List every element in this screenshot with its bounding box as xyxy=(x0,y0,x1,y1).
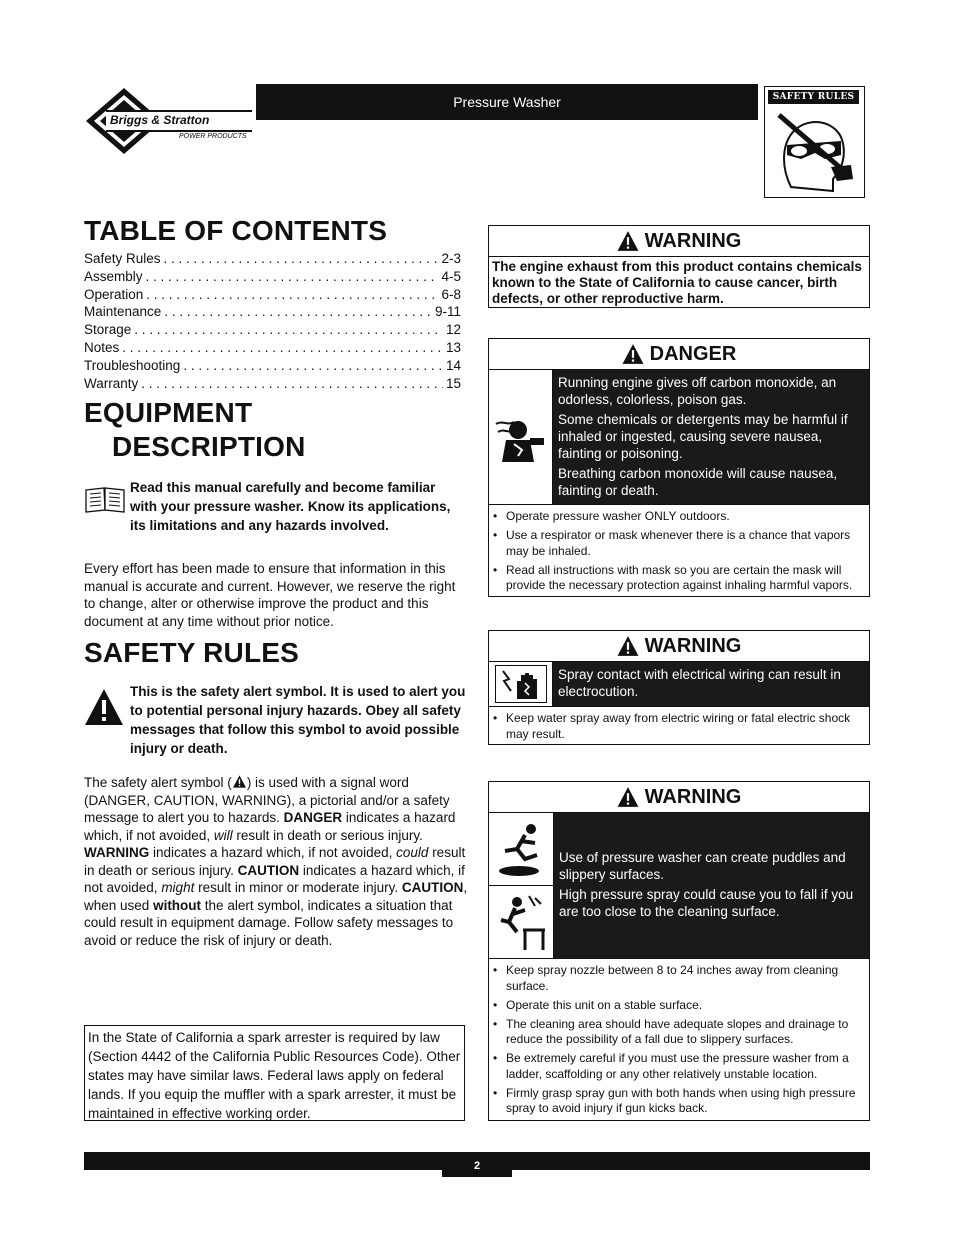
brand-name: Briggs & Stratton xyxy=(110,113,210,127)
warning-messages xyxy=(554,813,869,958)
warning-message: Use of pressure washer can create puddles and slippery surfaces. xyxy=(559,849,846,882)
list-item: • Read all instructions with mask so you are certain the mask will provide the necessary protection against inhaling harmful vapors. xyxy=(506,563,865,594)
brand-logo xyxy=(84,86,254,156)
danger-box-carbon-monoxide xyxy=(488,338,870,597)
list-item: • Be extremely careful if you must use the pressure washer from a ladder, scaffolding or any other relatively unstable location. xyxy=(506,1051,865,1082)
list-item: • Firmly grasp spray gun with both hands when using high pressure spray to avoid injury if gun kicks back. xyxy=(506,1086,865,1117)
list-item: • Operate this unit on a stable surface. xyxy=(506,998,865,1014)
fall-from-edge-icon xyxy=(495,892,547,952)
warning-title: WARNING xyxy=(644,229,742,252)
alert-triangle-icon xyxy=(622,343,644,365)
toc-item[interactable]: Maintenance . . . 9-11 xyxy=(84,303,461,321)
danger-message: Running engine gives off carbon monoxide, an odorless, colorless, poison gas. xyxy=(558,375,837,407)
slip-fall-icon xyxy=(495,819,547,879)
signal-word-explanation: The safety alert symbol ( ) is used with a signal word (DANGER, CAUTION, WARNING), a pictorial and/or a safety message to alert you to hazards. DANGER indicates a hazard which, if not avoided, will result in death or serious injury. WARNING indicates a hazard which, if not avoided, could result in death or serious injury. CAUTION indicates a hazard which, if not avoided, might result in minor or moderate injury. CAUTION, when used without the alert symbol, indicates a situation that could result in equipment damage. Follow safety messages to avoid or reduce the risk of injury or death. xyxy=(84,775,468,948)
page-number: 2 xyxy=(442,1152,512,1177)
toc-item[interactable]: Operation . . . 6-8 xyxy=(84,286,461,304)
warning-message: High pressure spray could cause you to fall if you are too close to the cleaning surface. xyxy=(559,886,854,919)
electrocution-hand-icon xyxy=(495,665,547,703)
safety-rules-heading: SAFETY RULES xyxy=(84,637,300,668)
list-item: • Use a respirator or mask whenever there is a chance that vapors may be inhaled. xyxy=(506,528,865,559)
warning-message-row xyxy=(489,662,869,707)
warning-header xyxy=(489,782,869,813)
warning-header xyxy=(489,226,869,257)
toc-item[interactable]: Troubleshooting . . . 14 xyxy=(84,357,461,375)
table-of-contents xyxy=(84,250,461,392)
safety-rules-badge xyxy=(764,86,865,198)
equipment-heading: EQUIPMENT xyxy=(84,397,253,428)
inline-alert-icon xyxy=(232,775,247,788)
danger-message: Breathing carbon monoxide will cause nausea, fainting or death. xyxy=(558,466,838,498)
list-item: • Keep spray nozzle between 8 to 24 inches away from cleaning surface. xyxy=(506,963,865,994)
warning-message: Spray contact with electrical wiring can result in electrocution. xyxy=(553,662,869,706)
header-title-bar xyxy=(256,84,758,120)
danger-title: DANGER xyxy=(649,342,737,365)
electrocution-cell xyxy=(489,662,553,706)
safety-alert-icon xyxy=(84,688,124,726)
equipment-description-text: Every effort has been made to ensure that information in this manual is accurate and current. However, we reserve the right to change, alter or otherwise improve the product and this document at any time without prior notice. xyxy=(84,561,456,629)
warning-bullet-list xyxy=(489,707,869,748)
toc-item[interactable]: Notes . . . 13 xyxy=(84,339,461,357)
warning-message-row xyxy=(489,813,869,959)
toc-item[interactable]: Warranty . . . 15 xyxy=(84,375,461,393)
read-manual-notice: Read this manual carefully and become familiar with your pressure washer. Know its applications, its limitations and any hazards involved. xyxy=(130,480,451,533)
danger-message: Some chemicals or detergents may be harmful if inhaled or ingested, causing severe nausea, fainting or poisoning. xyxy=(558,412,848,461)
alert-triangle-icon xyxy=(617,635,639,657)
danger-message-row xyxy=(489,370,869,505)
safety-goggles-icon xyxy=(771,107,857,193)
alert-triangle-icon xyxy=(617,786,639,808)
warning-box-slip xyxy=(488,781,870,1121)
list-item: • Keep water spray away from electric wiring or fatal electric shock may result. xyxy=(506,711,865,742)
toc-heading: TABLE OF CONTENTS xyxy=(84,215,388,246)
warning-box-exhaust xyxy=(488,225,870,308)
warning-title: WARNING xyxy=(644,634,742,657)
equipment-heading-line2: DESCRIPTION xyxy=(112,431,306,462)
slip-icons-cell xyxy=(489,813,554,958)
header-title: Pressure Washer xyxy=(453,94,561,110)
warning-header xyxy=(489,631,869,662)
toxic-fumes-icon xyxy=(494,410,548,464)
brand-subline: POWER PRODUCTS xyxy=(179,133,247,140)
safety-alert-notice: This is the safety alert symbol. It is used to alert you to potential personal injury hazards. Obey all safety messages that follow this symbol to avoid possible injury or death. xyxy=(130,684,466,756)
warning-title: WARNING xyxy=(644,785,742,808)
danger-messages xyxy=(553,370,869,504)
toxic-fumes-cell xyxy=(489,370,553,504)
safety-badge-label: SAFETY RULES xyxy=(768,90,859,104)
fall-icon-cell xyxy=(489,886,553,958)
warning-bullet-list xyxy=(489,959,869,1122)
list-item: • The cleaning area should have adequate slopes and drainage to reduce the possibility of a fall due to slippery surfaces. xyxy=(506,1017,865,1048)
spark-arrester-notice: In the State of California a spark arrester is required by law (Section 4442 of the California Public Resources Code). Other states may have similar laws. Federal laws apply on federal lands. If you equip the muffler with a spark arrester, it must be maintained in effective working order. xyxy=(84,1025,465,1121)
list-item: • Operate pressure washer ONLY outdoors. xyxy=(506,509,865,525)
danger-header xyxy=(489,339,869,370)
manual-book-icon xyxy=(84,484,126,514)
toc-item[interactable]: Safety Rules . . . 2-3 xyxy=(84,250,461,268)
toc-item[interactable]: Storage . . . 12 xyxy=(84,321,461,339)
slip-icon-cell xyxy=(489,813,553,886)
danger-bullet-list xyxy=(489,505,869,599)
warning-box-electrical xyxy=(488,630,870,745)
exhaust-warning-text: The engine exhaust from this product contains chemicals known to the State of California to cause cancer, birth defects, or other reproductive harm. xyxy=(492,259,862,306)
toc-item[interactable]: Assembly . . . 4-5 xyxy=(84,268,461,286)
alert-triangle-icon xyxy=(617,230,639,252)
